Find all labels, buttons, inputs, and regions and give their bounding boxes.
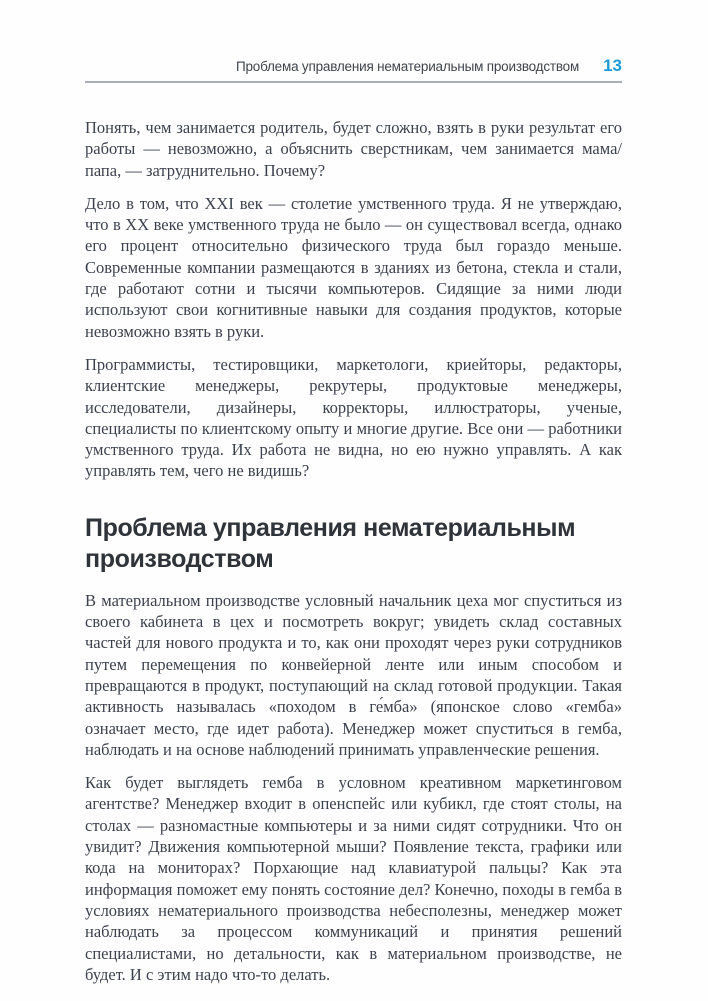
running-head-title: Проблема управления нематериальным производством <box>235 59 580 74</box>
paragraph: В материальном производстве условный начальник цеха мог спуститься из своего кабинета в цех и посмотреть вокруг; увидеть склад составных частей для нового продукта и то, как они проходят через руки сотрудников путем перемещения по конвейерной ленте или иным способом и превращаются в продукт, поступающий на склад готовой продукции. Такая активность называлась «походом в ге́мба» (японское слово «гемба» означает место, где идет работа). Менеджер может спуститься в гемба, наблюдать и на основе наблюдений принимать управленческие решения. <box>85 590 622 759</box>
paragraph: Программисты, тестировщики, маркетологи, криейторы, редакторы, клиентские менеджеры, рекрутеры, продуктовые менеджеры, исследователи, дизайнеры, корректоры, иллюстраторы, ученые, специалисты по клиентскому опыту и многие другие. Все они — работники умственного труда. Их работа не видна, но ею нужно управлять. А как управлять тем, чего не видишь? <box>85 354 622 481</box>
paragraph: Понять, чем занимается родитель, будет сложно, взять в руки результат его работы — невозможно, а объяснить сверстникам, чем занимается мама/папа, — затруднительно. Почему? <box>85 118 622 180</box>
page-number: 13 <box>603 56 622 75</box>
paragraph: Дело в том, что XXI век — столетие умственного труда. Я не утверждаю, что в XX веке умственного труда не было — он существовал всегда, однако его процент относительно физического труда был гораздо меньше. Современные компании размещаются в зданиях из бетона, стекла и стали, где работают сотни и тысячи компьютеров. Сидящие за ними люди используют свои когнитивные навыки для создания продуктов, которые невозможно взять в руки. <box>85 193 622 341</box>
running-header <box>85 56 622 76</box>
section-heading: Проблема управления нематериальным производством <box>85 513 576 573</box>
header-rule <box>85 81 622 83</box>
paragraph: Как будет выглядеть гемба в условном креативном маркетинговом агентстве? Менеджер входит в опенспейс или кубикл, где стоят столы, на столах — разномастные компьютеры и за ними сидят сотрудники. Что он увидит? Движения компьютерной мыши? Появление текста, графики или кода на мониторах? Порхающие над клавиатурой пальцы? Как эта информация поможет ему понять состояние дел? Конечно, походы в гемба в условиях нематериального производства небесполезны, менеджер может наблюдать за процессом коммуникаций и принятия решений специалистами, но детальности, как в материальном производстве, не будет. И с этим надо что-то делать. <box>85 773 622 984</box>
page-body <box>85 117 622 985</box>
